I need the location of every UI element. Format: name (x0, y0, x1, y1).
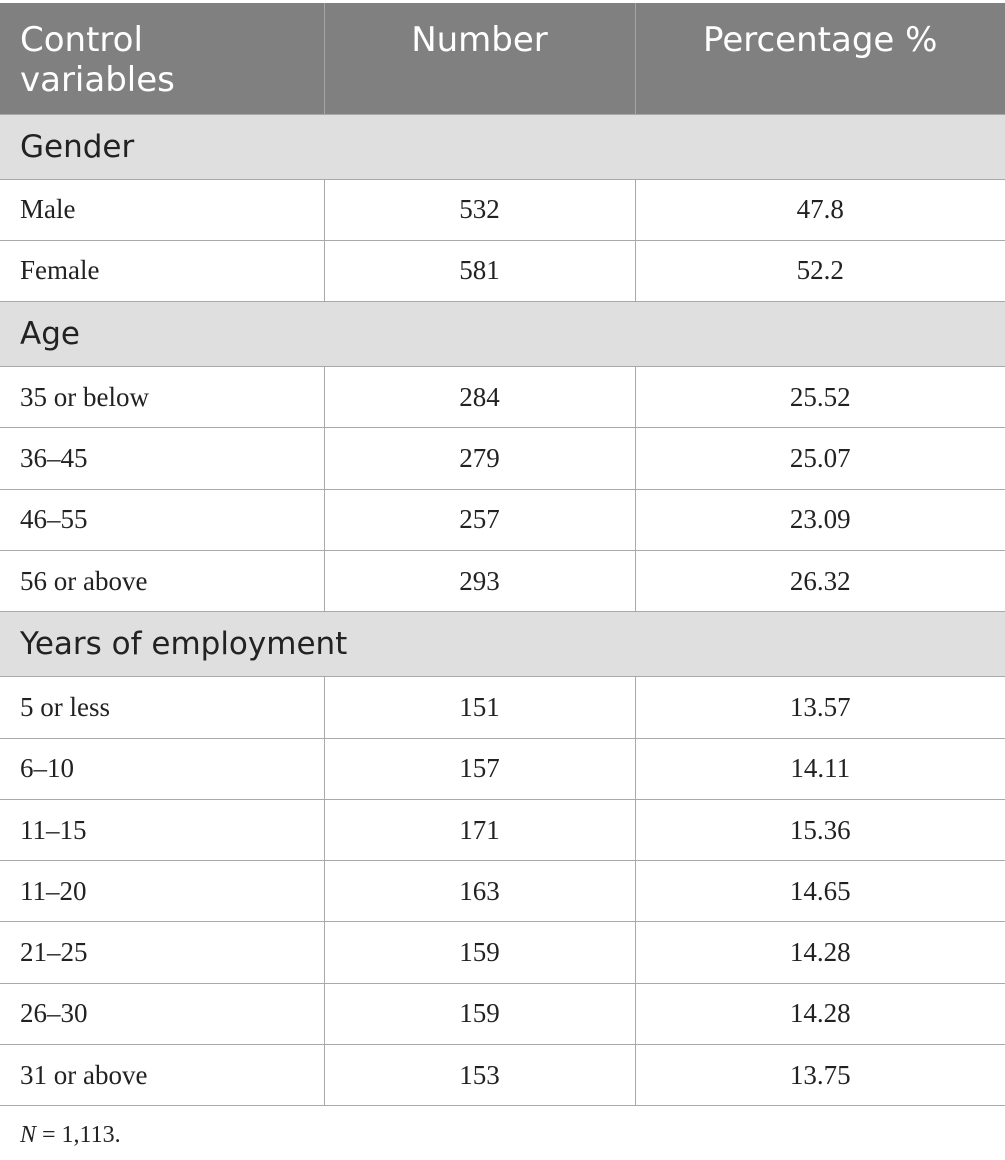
table-row (0, 550, 1005, 611)
row-percentage: 14.65 (635, 861, 1005, 922)
row-label: 21–25 (0, 922, 324, 983)
table-row (0, 677, 1005, 738)
row-label: 35 or below (0, 367, 324, 428)
section-row (0, 302, 1005, 367)
header-control-line1: Control (20, 20, 143, 60)
section-title: Years of employment (0, 612, 1005, 677)
row-number: 581 (324, 240, 635, 301)
table-row (0, 983, 1005, 1044)
row-percentage: 13.57 (635, 677, 1005, 738)
row-number: 153 (324, 1045, 635, 1106)
control-variables-table (0, 3, 1005, 1106)
row-number: 257 (324, 489, 635, 550)
table-row (0, 922, 1005, 983)
row-number: 171 (324, 799, 635, 860)
row-label: 31 or above (0, 1045, 324, 1106)
header-percentage: Percentage % (635, 3, 1005, 114)
table-footnote (20, 1122, 121, 1149)
row-percentage: 47.8 (635, 179, 1005, 240)
footnote-text: = 1,113. (36, 1122, 121, 1148)
row-label: 11–15 (0, 799, 324, 860)
row-label: Male (0, 179, 324, 240)
section-title: Age (0, 302, 1005, 367)
row-percentage: 14.28 (635, 922, 1005, 983)
row-percentage: 52.2 (635, 240, 1005, 301)
row-label: 5 or less (0, 677, 324, 738)
header-control-line2: variables (20, 60, 175, 100)
row-label: 26–30 (0, 983, 324, 1044)
row-label: 56 or above (0, 550, 324, 611)
row-number: 163 (324, 861, 635, 922)
section-title: Gender (0, 114, 1005, 179)
table-row (0, 240, 1005, 301)
header-number: Number (324, 3, 635, 114)
row-percentage: 25.52 (635, 367, 1005, 428)
table-header-row (0, 3, 1005, 114)
table-row (0, 799, 1005, 860)
section-row (0, 114, 1005, 179)
row-number: 284 (324, 367, 635, 428)
table-row (0, 1045, 1005, 1106)
row-number: 532 (324, 179, 635, 240)
row-percentage: 14.28 (635, 983, 1005, 1044)
row-label: 36–45 (0, 428, 324, 489)
row-percentage: 25.07 (635, 428, 1005, 489)
header-control-variables (0, 3, 324, 114)
row-percentage: 26.32 (635, 550, 1005, 611)
row-number: 159 (324, 922, 635, 983)
row-percentage: 13.75 (635, 1045, 1005, 1106)
row-label: 11–20 (0, 861, 324, 922)
row-number: 159 (324, 983, 635, 1044)
footnote-n-symbol: N (20, 1122, 37, 1148)
row-number: 293 (324, 550, 635, 611)
section-row (0, 612, 1005, 677)
table-row (0, 428, 1005, 489)
row-number: 157 (324, 738, 635, 799)
table-row (0, 738, 1005, 799)
row-number: 151 (324, 677, 635, 738)
row-percentage: 23.09 (635, 489, 1005, 550)
row-label: 6–10 (0, 738, 324, 799)
row-label: Female (0, 240, 324, 301)
table-row (0, 861, 1005, 922)
row-percentage: 15.36 (635, 799, 1005, 860)
row-percentage: 14.11 (635, 738, 1005, 799)
row-number: 279 (324, 428, 635, 489)
table-row (0, 489, 1005, 550)
row-label: 46–55 (0, 489, 324, 550)
table-row (0, 179, 1005, 240)
table-row (0, 367, 1005, 428)
